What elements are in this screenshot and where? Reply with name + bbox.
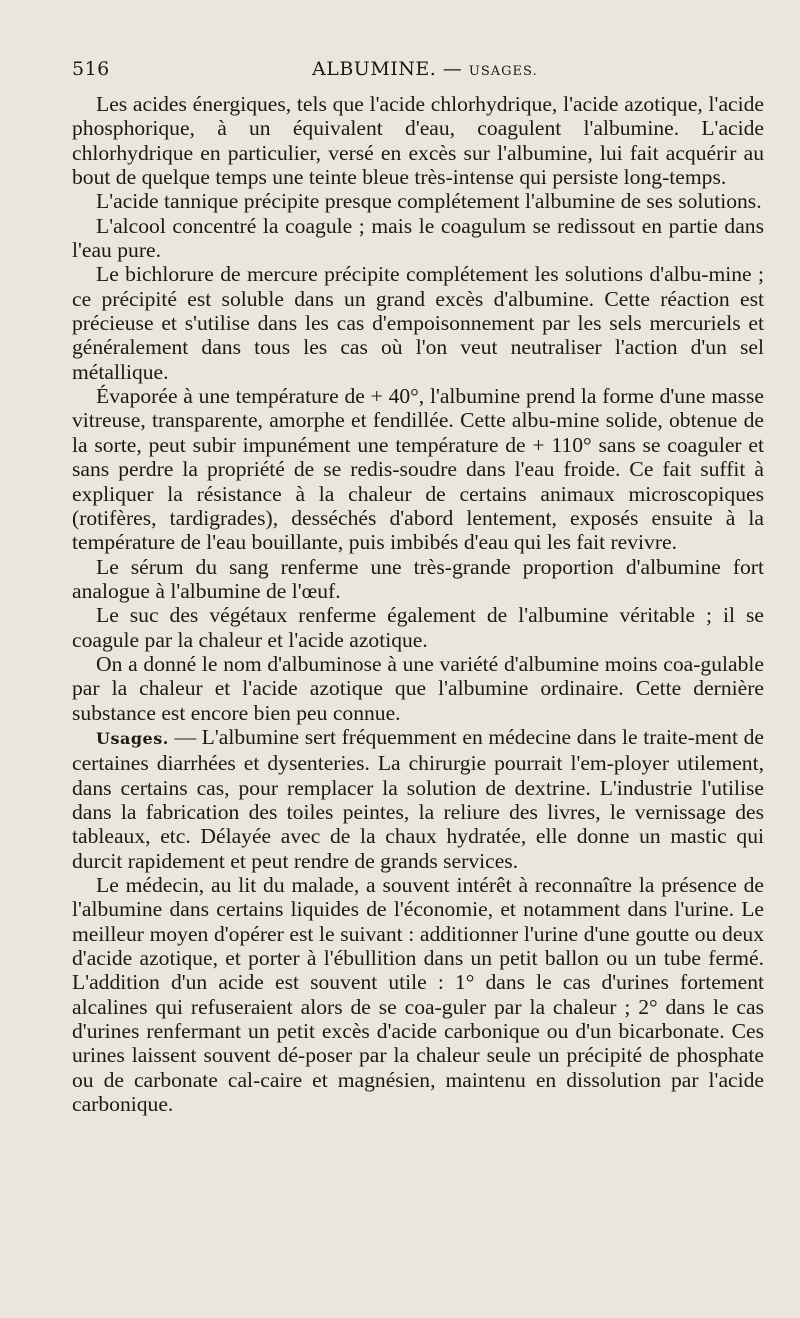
running-header — [72, 58, 764, 92]
paragraph: L'acide tannique précipite presque complétement l'albumine de ses solutions. — [96, 189, 762, 214]
paragraph: Le bichlorure de mercure précipite complétement les solutions d'albu-mine ; ce précipité est soluble dans un grand excès d'albumine. Cette réaction est précieuse et s'utilise dans les cas d'empoisonnement par les sels mercuriels et généralement dans tous les cas où l'on veut neutraliser l'action d'un sel métallique. — [72, 262, 764, 384]
paragraph: Le suc des végétaux renferme également de l'albumine véritable ; il se coagule par la chaleur et l'acide azotique. — [72, 603, 764, 652]
running-title — [142, 58, 764, 80]
running-title-main: ALBUMINE. — [312, 58, 437, 80]
running-title-separator: — — [442, 58, 463, 80]
paragraph: Les acides énergiques, tels que l'acide chlorhydrique, l'acide azotique, l'acide phosphorique, à un équivalent d'eau, coagulent l'albumine. L'acide chlorhydrique en particulier, versé en excès sur l'albumine, lui fait acquérir au bout de quelque temps une teinte bleue très-intense qui persiste long-temps. — [72, 92, 764, 190]
paragraph: Le médecin, au lit du malade, a souvent intérêt à reconnaître la présence de l'albumine dans certains liquides de l'économie, et notamment dans l'urine. Le meilleur moyen d'opérer est le suivant : additionner l'urine d'une goutte ou deux d'acide azotique, et porter à l'ébullition dans un petit ballon ou un tube fermé. L'addition d'un acide est souvent utile : 1° dans le cas d'urines fortement alcalines qui refuseraient alors de se coa-guler par la chaleur ; 2° dans le cas d'urines renfermant un petit excès d'acide carbonique ou d'un bicarbonate. Ces urines laissent souvent dé-poser par la chaleur seule un précipité de phosphate ou de carbonate cal-caire et magnésien, maintenu en dissolution par l'acide carbonique. — [72, 873, 764, 1117]
running-title-section: USAGES. — [468, 64, 538, 79]
paragraph: L'alcool concentré la coagule ; mais le coagulum se redissout en partie dans l'eau pure. — [72, 213, 764, 263]
section-run-in-heading: Usages. — [96, 728, 169, 748]
body-text — [72, 92, 764, 1116]
page-number: 516 — [72, 58, 110, 80]
paragraph: On a donné le nom d'albuminose à une variété d'albumine moins coa-gulable par la chaleur et l'acide azotique que l'albumine ordinaire. Cette dernière substance est encore bien peu connue. — [72, 651, 764, 725]
paragraph-usages-text: — L'albumine sert fréquemment en médecine dans le traite-ment de certaines diarrhées et dysenteries. La chirurgie pourrait l'em-ployer utilement, dans certains cas, pour remplacer la solution de dextrine. L'industrie l'utilise dans la fabrication des toiles peintes, la reliure des livres, le vernissage des tableaux, etc. Délayée avec de la chaux hydratée, elle donne un mastic qui durcit rapidement et peut rendre de grands services. — [72, 724, 764, 873]
paragraph: Évaporée à une température de + 40°, l'albumine prend la forme d'une masse vitreuse, transparente, amorphe et fendillée. Cette albu-mine solide, obtenue de la sorte, peut subir impunément une température de + 110° sans se coaguler et sans perdre la propriété de se redis-soudre dans l'eau froide. Ce fait suffit à expliquer la résistance à la chaleur de certains animaux microscopiques (rotifères, tardigrades), desséchés d'abord lentement, exposés ensuite à la température de l'eau bouillante, puis imbibés d'eau qui les fait revivre. — [72, 384, 764, 555]
paragraph-usages — [72, 725, 764, 873]
paragraph: Le sérum du sang renferme une très-grande proportion d'albumine fort analogue à l'albumine de l'œuf. — [72, 554, 764, 603]
